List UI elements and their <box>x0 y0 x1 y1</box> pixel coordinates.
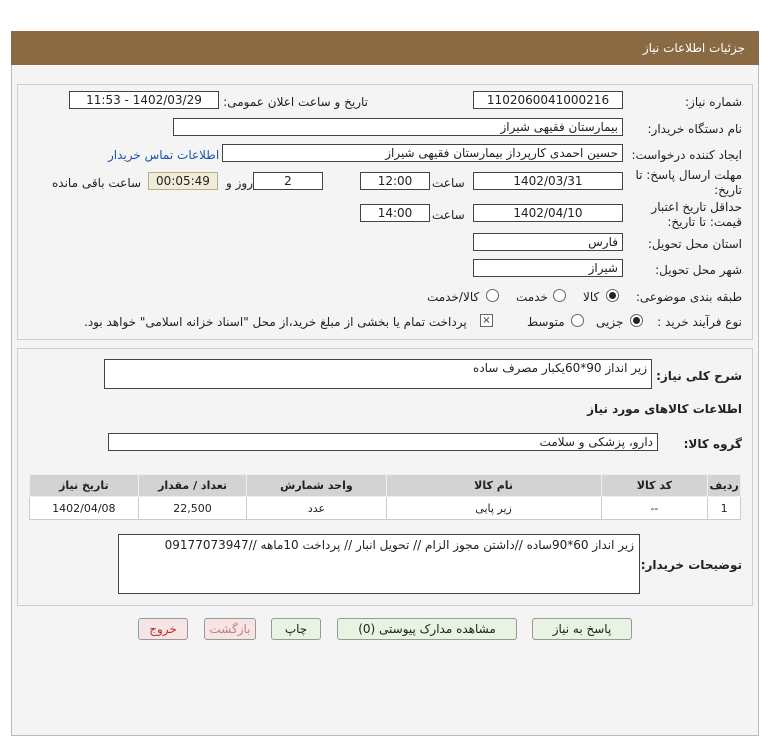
days-label: روز و <box>226 176 253 190</box>
validity-time-field: 14:00 <box>360 204 430 222</box>
goods-section-title: اطلاعات کالاهای مورد نیاز <box>587 402 742 416</box>
col-unit: واحد شمارش <box>247 475 386 497</box>
category-goods-label: کالا <box>583 290 600 304</box>
col-name: نام کالا <box>386 475 601 497</box>
col-code: کد کالا <box>601 475 708 497</box>
goods-table-header <box>30 475 741 497</box>
need-number-field: 1102060041000216 <box>473 91 623 109</box>
col-row: ردیف <box>708 475 741 497</box>
page-header <box>11 31 759 65</box>
page-title: جزئیات اطلاعات نیاز <box>642 41 745 55</box>
validity-label: حداقل تاریخ اعتبار <box>651 200 742 214</box>
process-medium-radio[interactable] <box>571 314 584 327</box>
col-need-date: تاریخ نیاز <box>30 475 139 497</box>
deadline-time-label: ساعت <box>432 176 465 190</box>
need-number-label: شماره نیاز: <box>685 95 742 109</box>
summary-label: شرح کلی نیاز: <box>656 369 742 383</box>
treasury-payment-note: پرداخت تمام یا بخشی از مبلغ خرید،از محل "اسناد خزانه اسلامی" خواهد بود. <box>84 315 467 329</box>
goods-group-field: دارو، پزشکی و سلامت <box>108 433 658 451</box>
cell-unit: عدد <box>247 497 386 520</box>
buyer-notes-field: زیر انداز 60*90ساده //داشتن مجوز الزام // تحویل انبار // پرداخت 10ماهه //09177073947 <box>118 534 640 594</box>
process-minor-radio[interactable] <box>630 314 643 327</box>
requester-field: حسین احمدی کارپرداز بیمارستان فقیهی شیراز <box>222 144 623 162</box>
cell-row: 1 <box>708 497 741 520</box>
buyer-notes-label: توضیحات خریدار: <box>640 558 742 572</box>
deadline-label: مهلت ارسال پاسخ: تا <box>635 168 742 182</box>
cell-code: -- <box>601 497 708 520</box>
deadline-label-2: تاریخ: <box>714 183 742 197</box>
requester-label: ایجاد کننده درخواست: <box>631 148 742 162</box>
province-field: فارس <box>473 233 623 251</box>
category-goods-service-label: کالا/خدمت <box>427 290 480 304</box>
category-service-label: خدمت <box>516 290 548 304</box>
summary-field: زیر انداز 90*60یکبار مصرف ساده <box>104 359 652 389</box>
cell-need-date: 1402/04/08 <box>30 497 139 520</box>
validity-label-2: قیمت: تا تاریخ: <box>667 215 742 229</box>
buyer-org-field: بیمارستان فقیهی شیراز <box>173 118 623 136</box>
deadline-date-field: 1402/03/31 <box>473 172 623 190</box>
announce-label: تاریخ و ساعت اعلان عمومی: <box>223 95 368 109</box>
cell-name: زیر پایی <box>386 497 601 520</box>
process-medium-label: متوسط <box>527 315 565 329</box>
goods-group-label: گروه کالا: <box>683 437 742 451</box>
category-service-radio[interactable] <box>553 289 566 302</box>
remaining-time-field: 00:05:49 <box>148 172 218 190</box>
exit-button[interactable]: خروج <box>138 618 188 640</box>
back-button[interactable]: بازگشت <box>204 618 256 640</box>
col-quantity: تعداد / مقدار <box>138 475 247 497</box>
reply-button[interactable]: پاسخ به نیاز <box>532 618 632 640</box>
remaining-label: ساعت باقی مانده <box>52 176 142 190</box>
category-label: طبقه بندی موضوعی: <box>635 290 742 304</box>
category-goods-service-radio[interactable] <box>486 289 499 302</box>
treasury-payment-checkbox[interactable]: × <box>480 314 493 327</box>
city-label: شهر محل تحویل: <box>655 263 742 277</box>
validity-date-field: 1402/04/10 <box>473 204 623 222</box>
buyer-org-label: نام دستگاه خریدار: <box>647 122 742 136</box>
validity-time-label: ساعت <box>432 208 465 222</box>
attachments-button[interactable]: مشاهده مدارک پیوستی (0) <box>337 618 517 640</box>
process-label: نوع فرآیند خرید : <box>657 315 742 329</box>
city-field: شیراز <box>473 259 623 277</box>
announce-field: 1402/03/29 - 11:53 <box>69 91 219 109</box>
buyer-contact-link[interactable]: اطلاعات تماس خریدار <box>108 148 220 162</box>
goods-table <box>29 474 741 520</box>
province-label: استان محل تحویل: <box>647 237 742 251</box>
days-field: 2 <box>253 172 323 190</box>
category-goods-radio[interactable] <box>606 289 619 302</box>
cell-quantity: 22,500 <box>138 497 247 520</box>
table-row <box>30 497 741 520</box>
print-button[interactable]: چاپ <box>271 618 321 640</box>
deadline-time-field: 12:00 <box>360 172 430 190</box>
process-minor-label: جزیی <box>596 315 624 329</box>
